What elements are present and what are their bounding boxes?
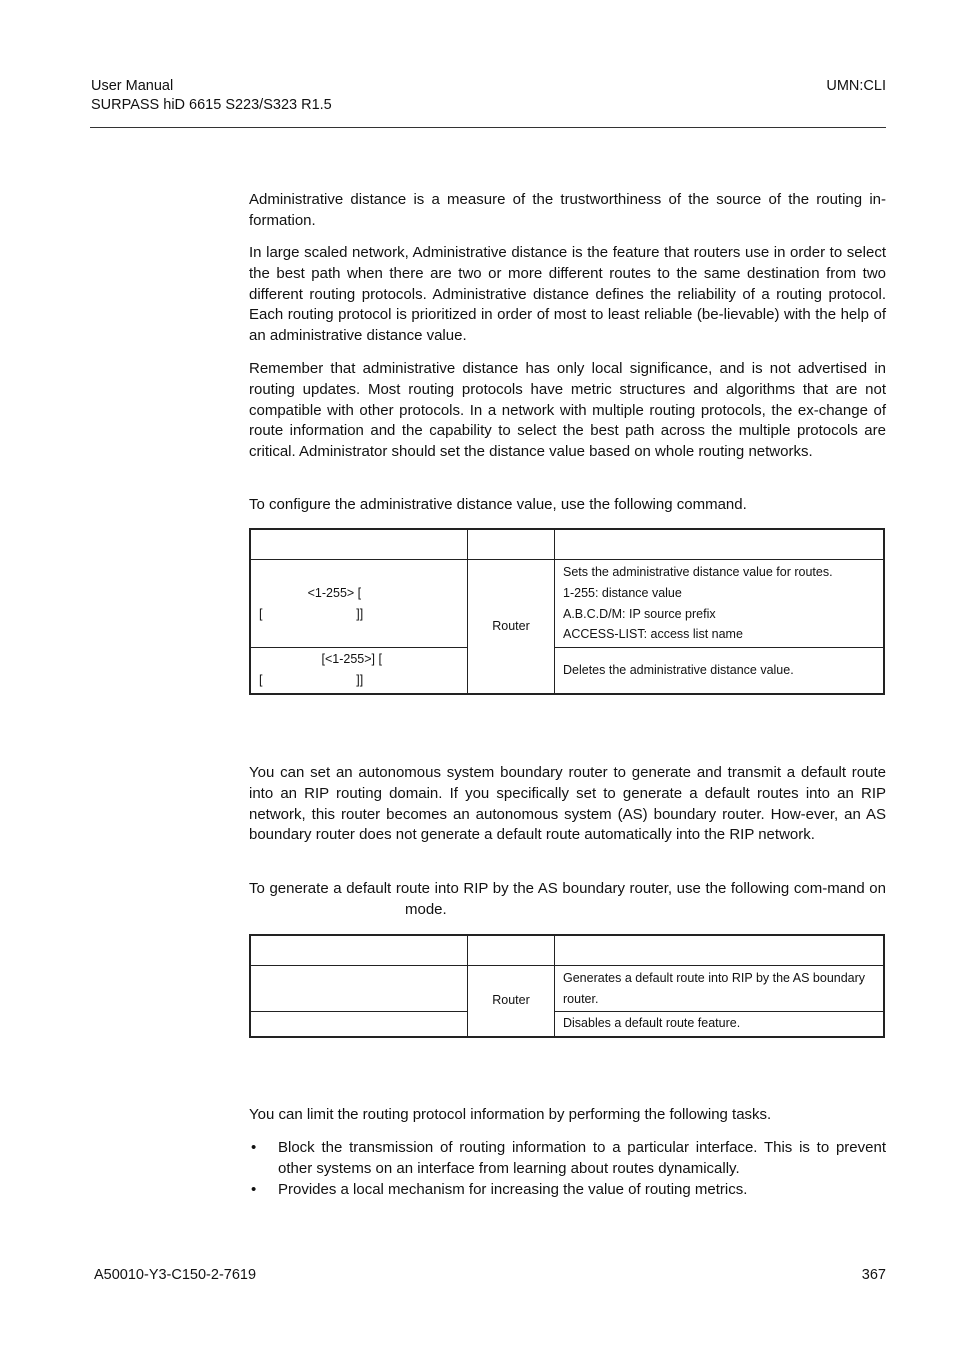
mode-cell: Router	[468, 966, 555, 1037]
header-cell-mode	[468, 935, 555, 966]
table-header-row	[250, 935, 884, 966]
table-row	[250, 648, 884, 694]
command-line: [ ]]	[259, 673, 364, 688]
header-cell-command	[250, 529, 468, 560]
table-row	[250, 966, 884, 1012]
header-cell-description	[555, 935, 885, 966]
command-cell	[250, 648, 468, 694]
table-row	[250, 560, 884, 648]
command-line: [ ]]	[259, 606, 364, 621]
header-divider	[90, 127, 886, 128]
header-cell-mode	[468, 529, 555, 560]
list-item: • Block the transmission of routing information to a particular interface. This is to prevent other systems on an interface from learning about routes dynamically.	[251, 1139, 886, 1177]
command-line: <1-255> [	[307, 585, 362, 600]
default-information-command-table	[249, 934, 885, 1038]
command-cell	[250, 1012, 468, 1037]
bullet-marker: •	[251, 1180, 257, 1198]
description-cell: Generates a default route into RIP by the AS boundary router.	[555, 966, 885, 1012]
running-header-right: UMN:CLI	[826, 78, 886, 94]
page-number: 367	[861, 1267, 886, 1283]
paragraph-admin-distance-details: In large scaled network, Administrative distance is the feature that routers use in order to select the best path when there are two or more different routes to the same destination from two different routing protocols. Administrative distance defines the reliability of a routing protocol. Each routing protocol is prioritized in order of most to least reliable (be-lievable) with the help of an administrative distance value.	[249, 244, 886, 345]
bullet-marker: •	[251, 1139, 257, 1156]
paragraph-default-route-intro: You can set an autonomous system boundary router to generate and transmit a default route into an RIP routing domain. If you specifically set to generate a default routes into an RIP network, this router becomes an autonomous system (AS) boundary router. How-ever, an AS boundary router does not generate a default route automatically into the RIP network.	[249, 764, 886, 844]
command-line: [<1-255>] [	[321, 652, 382, 667]
manual-type: User Manual	[91, 78, 174, 94]
header-cell-command	[250, 935, 468, 966]
table-row	[250, 1012, 884, 1037]
command-cell	[250, 560, 468, 648]
mode-cell: Router	[468, 560, 555, 694]
table-header-row	[250, 529, 884, 560]
paragraph-limit-routing-intro: You can limit the routing protocol information by performing the following tasks.	[249, 1106, 772, 1123]
list-item: • Provides a local mechanism for increasing the value of routing metrics.	[249, 1180, 886, 1201]
command-cell	[250, 966, 468, 1012]
product-name: SURPASS hiD 6615 S223/S323 R1.5	[91, 97, 332, 113]
running-header-left	[91, 77, 332, 115]
task-list	[249, 1138, 886, 1200]
paragraph-local-significance: Remember that administrative distance has only local significance, and is not advertised in routing updates. Most routing protocols have metric structures and algorithms that are not compatible with other protocols. In a network with multiple routing protocols, the ex-change of route information and the capability to select the best path across the multiple protocols are critical. Administrator should set the distance value based on whole routing networks.	[249, 360, 886, 461]
paragraph-admin-distance-intro: Administrative distance is a measure of the trustworthiness of the source of the routing in-formation.	[249, 191, 886, 229]
description-cell: Deletes the administrative distance value.	[555, 648, 885, 694]
description-cell: Disables a default route feature.	[555, 1012, 885, 1037]
paragraph-configure-intro: To configure the administrative distance value, use the following command.	[249, 496, 747, 513]
description-cell: Sets the administrative distance value for routes. 1-255: distance value A.B.C.D/M: IP source prefix ACCESS-LIST: access list name	[555, 560, 885, 648]
document-id: A50010-Y3-C150-2-7619	[94, 1267, 257, 1283]
header-cell-description	[555, 529, 885, 560]
paragraph-default-route-command: To generate a default route into RIP by the AS boundary router, use the following com-mand onmode.	[249, 880, 886, 918]
distance-command-table	[249, 528, 885, 695]
